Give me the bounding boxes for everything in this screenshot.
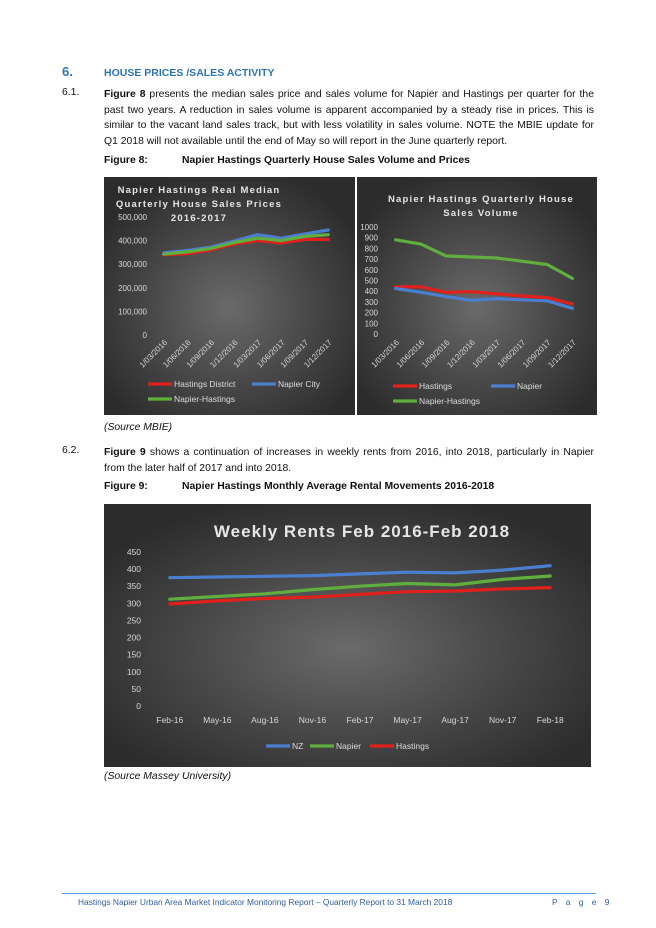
data-point (169, 603, 171, 605)
chart-volume (357, 177, 597, 415)
x-tick-label: Aug-17 (441, 715, 469, 725)
figure-9-caption (104, 481, 495, 492)
data-point (169, 576, 171, 578)
y-tick-label: 500 (364, 276, 378, 286)
paragraph-6-2-text: shows a continuation of increases in weekly rents from 2016, into 2018, particularly in Napier from the later half of 2017 and into 2018. (104, 447, 594, 474)
chart-rents-svg (104, 504, 591, 767)
legend-label: Napier-Hastings (174, 394, 235, 404)
y-tick-label: 150 (126, 649, 141, 660)
data-point (546, 300, 548, 302)
y-tick-label: 900 (364, 233, 378, 243)
data-point (216, 600, 218, 602)
paragraph-number-6-1: 6.1. (62, 87, 80, 98)
y-tick-label: 0 (136, 701, 141, 711)
x-tick-label: Nov-17 (488, 715, 517, 725)
y-tick-label: 50 (131, 683, 141, 694)
y-tick-label: 100,000 (118, 307, 147, 317)
y-tick-label: 1000 (360, 223, 378, 232)
figure-8-caption (104, 155, 470, 166)
x-tick-label: 1/12/2016 (445, 338, 477, 370)
data-point (327, 234, 329, 236)
legend-label: Napier City (278, 379, 321, 389)
y-tick-label: 400,000 (118, 236, 147, 246)
chart-title-line: Weekly Rents Feb 2016-Feb 2018 (213, 522, 511, 541)
data-point (571, 303, 573, 305)
x-tick-label: 1/09/2017 (278, 338, 311, 370)
data-point (571, 307, 573, 309)
figure-8-reference: Figure 8 (104, 89, 146, 100)
data-point (311, 574, 313, 576)
x-tick-label: 1/06/2017 (495, 338, 528, 370)
data-point (394, 239, 396, 241)
y-tick-label: 100 (126, 666, 141, 677)
x-tick-label: Feb-16 (156, 715, 184, 725)
data-point (233, 241, 235, 243)
data-point (186, 251, 188, 253)
data-point (264, 575, 266, 577)
data-point (163, 253, 165, 255)
legend-label: Napier-Hastings (419, 396, 480, 406)
data-point (445, 295, 447, 297)
y-tick-label: 700 (364, 255, 378, 265)
y-tick-label: 400 (364, 287, 378, 297)
data-point (327, 238, 329, 240)
y-tick-label: 100 (364, 319, 378, 329)
y-tick-label: 800 (364, 244, 378, 254)
figure-9-reference: Figure 9 (104, 447, 146, 458)
figure-9-title: Napier Hastings Monthly Average Rental Movements 2016-2018 (182, 481, 495, 492)
x-tick-label: 1/06/2016 (394, 338, 427, 370)
legend-label: Hastings District (174, 379, 236, 389)
chart-title-line: Quarterly House Sales Prices (115, 199, 283, 210)
data-point (495, 257, 497, 259)
data-point (549, 575, 551, 577)
figure-8-title: Napier Hastings Quarterly House Sales Volume and Prices (182, 155, 470, 166)
data-point (359, 573, 361, 575)
x-tick-label: 1/12/2017 (546, 338, 578, 370)
legend-label: Napier (336, 741, 362, 751)
data-point (280, 239, 282, 241)
y-tick-label: 0 (142, 331, 147, 340)
section-title: HOUSE PRICES /SALES ACTIVITY (104, 67, 275, 79)
y-tick-label: 0 (373, 330, 378, 339)
legend-label: NZ (292, 741, 304, 751)
chart-volume-svg (357, 177, 597, 415)
data-point (501, 578, 503, 580)
data-point (470, 291, 472, 293)
chart-title-line: Napier Hastings Real Median (117, 185, 281, 196)
data-point (169, 598, 171, 600)
y-tick-label: 200 (364, 308, 378, 318)
chart-prices (104, 177, 355, 415)
legend-label: Hastings (396, 741, 430, 751)
x-tick-label: May-16 (203, 715, 232, 725)
section-number: 6. (62, 64, 73, 79)
data-point (454, 590, 456, 592)
paragraph-number-6-2: 6.2. (62, 445, 80, 456)
data-point (549, 564, 551, 566)
data-point (257, 237, 259, 239)
y-tick-label: 400 (126, 564, 141, 575)
paragraph-6-1-text: presents the median sales price and sales volume for Napier and Hastings per quarter for the past two years. A reduction in sales volume is apparent accompanied by a steady rise in prices. This is similar to the vacant land sales track, but with less volatility in sales volume. NOTE the MBIE update for Q1 2018 will not available until the end of May so will report in the June quarterly report. (104, 89, 594, 147)
y-tick-label: 600 (364, 265, 378, 275)
y-tick-label: 450 (126, 547, 141, 557)
data-point (406, 582, 408, 584)
data-point (546, 296, 548, 298)
data-point (420, 243, 422, 245)
data-point (359, 585, 361, 587)
data-point (521, 260, 523, 262)
data-point (521, 299, 523, 301)
x-tick-label: 1/03/2016 (369, 338, 402, 370)
footer-text: Hastings Napier Urban Area Market Indicator Monitoring Report – Quarterly Report to 31 March 2018 (78, 897, 453, 907)
x-tick-label: 1/09/2017 (521, 338, 553, 370)
x-tick-label: Feb-17 (346, 715, 374, 725)
figure-8-source: (Source MBIE) (104, 422, 173, 433)
chart-prices-svg (104, 177, 355, 415)
x-tick-label: 1/09/2016 (420, 338, 452, 370)
x-tick-label: 1/06/2016 (161, 338, 193, 370)
figure-9-label: Figure 9: (104, 481, 148, 492)
paragraph-6-2 (104, 445, 594, 476)
data-point (406, 571, 408, 573)
data-point (257, 234, 259, 236)
x-tick-label: Feb-18 (536, 715, 564, 725)
chart-title-line: Napier Hastings Quarterly House (387, 194, 575, 205)
x-tick-label: 1/12/2017 (302, 338, 334, 370)
x-tick-label: Nov-16 (298, 715, 327, 725)
legend-label: Hastings (419, 381, 453, 391)
data-point (549, 586, 551, 588)
paragraph-6-1 (104, 87, 594, 149)
data-point (304, 235, 306, 237)
y-tick-label: 300 (364, 297, 378, 307)
data-point (264, 593, 266, 595)
chart-rents (104, 504, 591, 767)
data-point (470, 299, 472, 301)
x-tick-label: 1/03/2017 (470, 338, 503, 370)
data-point (311, 588, 313, 590)
x-tick-label: 1/03/2016 (137, 338, 170, 370)
data-point (501, 588, 503, 590)
chart-background (104, 504, 591, 767)
y-tick-label: 200 (126, 632, 141, 643)
data-point (445, 255, 447, 257)
chart-title-line: Sales Volume (443, 208, 519, 219)
y-tick-label: 300,000 (118, 260, 147, 270)
x-tick-label: 1/09/2016 (184, 338, 217, 370)
data-point (327, 229, 329, 231)
legend-label: Napier (517, 381, 543, 391)
data-point (521, 295, 523, 297)
data-point (311, 596, 313, 598)
chart-title-line: 2016-2017 (170, 213, 228, 224)
data-point (420, 291, 422, 293)
data-point (546, 263, 548, 265)
data-point (420, 286, 422, 288)
x-tick-label: 1/03/2017 (231, 338, 264, 370)
data-point (406, 590, 408, 592)
data-point (210, 247, 212, 249)
y-tick-label: 300 (126, 598, 141, 609)
data-point (454, 572, 456, 574)
x-tick-label: 1/12/2016 (208, 338, 240, 370)
footer-divider (62, 893, 596, 894)
x-tick-label: 1/06/2017 (255, 338, 287, 370)
footer-page-number: P a g e 9 (552, 897, 613, 907)
data-point (359, 593, 361, 595)
data-point (495, 297, 497, 299)
data-point (470, 256, 472, 258)
y-tick-label: 500,000 (118, 213, 147, 222)
y-tick-label: 250 (126, 615, 141, 626)
data-point (216, 595, 218, 597)
x-tick-label: May-17 (393, 715, 422, 725)
x-tick-label: Aug-16 (251, 715, 279, 725)
data-point (394, 287, 396, 289)
data-point (216, 576, 218, 578)
figure-9-source: (Source Massey University) (104, 771, 232, 782)
data-point (445, 291, 447, 293)
data-point (495, 293, 497, 295)
data-point (501, 569, 503, 571)
data-point (571, 277, 573, 279)
y-tick-label: 350 (126, 581, 141, 592)
figure-8-label: Figure 8: (104, 155, 148, 166)
data-point (304, 238, 306, 240)
data-point (454, 584, 456, 586)
y-tick-label: 200,000 (118, 283, 147, 293)
data-point (264, 597, 266, 599)
